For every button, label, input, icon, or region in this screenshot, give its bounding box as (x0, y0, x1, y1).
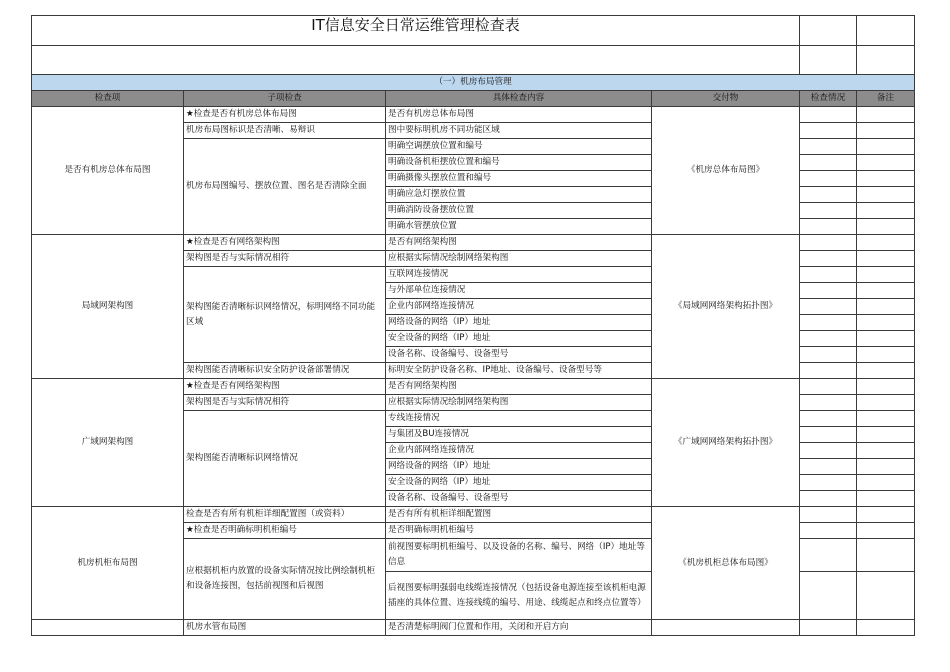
subitem-cell: 架构图能否清晰标识网络情况 (184, 411, 386, 507)
note-input-cell[interactable] (857, 219, 915, 235)
note-input-cell[interactable] (857, 155, 915, 171)
note-input-cell[interactable] (857, 299, 915, 315)
detail-cell: 网络设备的网络（IP）地址 (386, 315, 652, 331)
detail-cell: 前视图要标明机柜编号、以及设备的名称、编号、网络（IP）地址等信息 (386, 539, 652, 572)
detail-cell: 专线连接情况 (386, 411, 652, 427)
detail-cell: 明确应急灯摆放位置 (386, 187, 652, 203)
status-input-cell[interactable] (800, 155, 857, 171)
detail-cell: 安全设备的网络（IP）地址 (386, 475, 652, 491)
status-input-cell[interactable] (800, 123, 857, 139)
table-row (32, 107, 915, 123)
status-input-cell[interactable] (800, 235, 857, 251)
subitem-cell: ★检查是否有网络架构图 (184, 235, 386, 251)
check-item-cell: 是否有机房总体布局图 (32, 107, 184, 235)
detail-cell: 明确设备机柜摆放位置和编号 (386, 155, 652, 171)
status-input-cell[interactable] (800, 187, 857, 203)
note-input-cell[interactable] (857, 363, 915, 379)
note-input-cell[interactable] (857, 523, 915, 539)
status-input-cell[interactable] (800, 379, 857, 395)
status-input-cell[interactable] (800, 139, 857, 155)
note-input-cell[interactable] (857, 459, 915, 475)
check-item-cell: 机房机柜布局图 (32, 507, 184, 620)
detail-cell: 互联网连接情况 (386, 267, 652, 283)
table-row (32, 379, 915, 395)
note-input-cell[interactable] (857, 427, 915, 443)
note-input-cell[interactable] (857, 123, 915, 139)
detail-cell: 是否有机房总体布局图 (386, 107, 652, 123)
note-input-cell[interactable] (857, 187, 915, 203)
deliverable-cell: 《广域网网络架构拓扑图》 (652, 379, 800, 507)
detail-cell: 明确摄像头摆放位置和编号 (386, 171, 652, 187)
detail-cell: 是否有所有机柜详细配置图 (386, 507, 652, 523)
note-input-cell[interactable] (857, 331, 915, 347)
header-item: 检查项 (32, 91, 184, 107)
subitem-cell: ★检查是否有网络架构图 (184, 379, 386, 395)
status-input-cell[interactable] (800, 539, 857, 572)
detail-cell: 明确空调摆放位置和编号 (386, 139, 652, 155)
check-item-cell: 局域网架构图 (32, 235, 184, 379)
status-input-cell[interactable] (800, 459, 857, 475)
detail-cell: 网络设备的网络（IP）地址 (386, 459, 652, 475)
note-input-cell[interactable] (857, 620, 915, 636)
status-input-cell[interactable] (800, 363, 857, 379)
blank-row-cell[interactable] (800, 46, 857, 75)
status-input-cell[interactable] (800, 411, 857, 427)
status-input-cell[interactable] (800, 283, 857, 299)
status-input-cell[interactable] (800, 523, 857, 539)
detail-cell: 明确水管摆放位置 (386, 219, 652, 235)
note-input-cell[interactable] (857, 171, 915, 187)
table-row (32, 507, 915, 523)
header-deliverable: 交付物 (652, 91, 800, 107)
status-input-cell[interactable] (800, 315, 857, 331)
note-input-cell[interactable] (857, 139, 915, 155)
section-title: （一）机房布局管理 (32, 75, 915, 91)
check-item-cell (32, 620, 184, 636)
status-input-cell[interactable] (800, 219, 857, 235)
deliverable-cell: 《机房机柜总体布局图》 (652, 507, 800, 620)
status-input-cell[interactable] (800, 572, 857, 620)
subitem-cell: 架构图能否清晰标识安全防护设备部署情况 (184, 363, 386, 379)
status-input-cell[interactable] (800, 507, 857, 523)
title-blank-cell[interactable] (857, 16, 915, 46)
header-note: 备注 (857, 91, 915, 107)
header-subitem: 子项检查 (184, 91, 386, 107)
blank-row-cell[interactable] (32, 46, 800, 75)
note-input-cell[interactable] (857, 443, 915, 459)
status-input-cell[interactable] (800, 395, 857, 411)
status-input-cell[interactable] (800, 620, 857, 636)
detail-cell: 是否明确标明机柜编号 (386, 523, 652, 539)
inspection-table (31, 15, 915, 636)
note-input-cell[interactable] (857, 507, 915, 523)
note-input-cell[interactable] (857, 283, 915, 299)
status-input-cell[interactable] (800, 427, 857, 443)
detail-cell: 图中要标明机房不同功能区域 (386, 123, 652, 139)
subitem-cell: 机房水管布局图 (184, 620, 386, 636)
status-input-cell[interactable] (800, 347, 857, 363)
detail-cell: 明确消防设备摆放位置 (386, 203, 652, 219)
status-input-cell[interactable] (800, 171, 857, 187)
note-input-cell[interactable] (857, 251, 915, 267)
subitem-cell: 架构图是否与实际情况相符 (184, 251, 386, 267)
table-row (32, 235, 915, 251)
detail-cell: 设备名称、设备编号、设备型号 (386, 347, 652, 363)
detail-cell: 设备名称、设备编号、设备型号 (386, 491, 652, 507)
detail-cell: 应根据实际情况绘制网络架构图 (386, 395, 652, 411)
detail-cell: 与外部单位连接情况 (386, 283, 652, 299)
subitem-cell: ★检查是否有机房总体布局图 (184, 107, 386, 123)
note-input-cell[interactable] (857, 491, 915, 507)
status-input-cell[interactable] (800, 443, 857, 459)
deliverable-cell (652, 620, 800, 636)
subitem-cell: 架构图是否与实际情况相符 (184, 395, 386, 411)
subitem-cell: ★检查是否明确标明机柜编号 (184, 523, 386, 539)
status-input-cell[interactable] (800, 331, 857, 347)
status-input-cell[interactable] (800, 251, 857, 267)
header-detail: 具体检查内容 (386, 91, 652, 107)
sheet-title: IT信息安全日常运维管理检查表 (32, 16, 800, 46)
note-input-cell[interactable] (857, 395, 915, 411)
note-input-cell[interactable] (857, 203, 915, 219)
note-input-cell[interactable] (857, 411, 915, 427)
detail-cell: 后视图要标明强弱电线缆连接情况（包括设备电源连接至该机柜电源插座的具体位置、连接线缆的编号、用途、线缆起点和终点位置等） (386, 572, 652, 620)
detail-cell: 与集团及BU连接情况 (386, 427, 652, 443)
detail-cell: 企业内部网络连接情况 (386, 299, 652, 315)
subitem-cell: 机房布局图标识是否清晰、易辩识 (184, 123, 386, 139)
status-input-cell[interactable] (800, 491, 857, 507)
title-blank-cell[interactable] (800, 16, 857, 46)
table-row (32, 620, 915, 636)
note-input-cell[interactable] (857, 347, 915, 363)
detail-cell: 是否有网络架构图 (386, 379, 652, 395)
note-input-cell[interactable] (857, 267, 915, 283)
status-input-cell[interactable] (800, 203, 857, 219)
status-input-cell[interactable] (800, 299, 857, 315)
note-input-cell[interactable] (857, 379, 915, 395)
detail-cell: 安全设备的网络（IP）地址 (386, 331, 652, 347)
subitem-cell: 检查是否有所有机柜详细配置图（或资料） (184, 507, 386, 523)
note-input-cell[interactable] (857, 572, 915, 620)
deliverable-cell: 《局域网网络架构拓扑图》 (652, 235, 800, 379)
status-input-cell[interactable] (800, 267, 857, 283)
note-input-cell[interactable] (857, 315, 915, 331)
deliverable-cell: 《机房总体布局图》 (652, 107, 800, 235)
check-item-cell: 广域网架构图 (32, 379, 184, 507)
status-input-cell[interactable] (800, 475, 857, 491)
detail-cell: 企业内部网络连接情况 (386, 443, 652, 459)
detail-cell: 是否有网络架构图 (386, 235, 652, 251)
blank-row-cell[interactable] (857, 46, 915, 75)
detail-cell: 是否清楚标明阀门位置和作用，关闭和开启方向 (386, 620, 652, 636)
subitem-cell: 应根据机柜内放置的设备实际情况按比例绘制机柜和设备连接图，包括前视图和后视图 (184, 539, 386, 620)
detail-cell: 应根据实际情况绘制网络架构图 (386, 251, 652, 267)
note-input-cell[interactable] (857, 107, 915, 123)
subitem-cell: 机房布局图编号、摆放位置、图名是否清除全面 (184, 139, 386, 235)
note-input-cell[interactable] (857, 475, 915, 491)
status-input-cell[interactable] (800, 107, 857, 123)
subitem-cell: 架构图能否清晰标识网络情况，标明网络不同功能区域 (184, 267, 386, 363)
header-status: 检查情况 (800, 91, 857, 107)
detail-cell: 标明安全防护设备名称、IP地址、设备编号、设备型号等 (386, 363, 652, 379)
note-input-cell[interactable] (857, 235, 915, 251)
note-input-cell[interactable] (857, 539, 915, 572)
